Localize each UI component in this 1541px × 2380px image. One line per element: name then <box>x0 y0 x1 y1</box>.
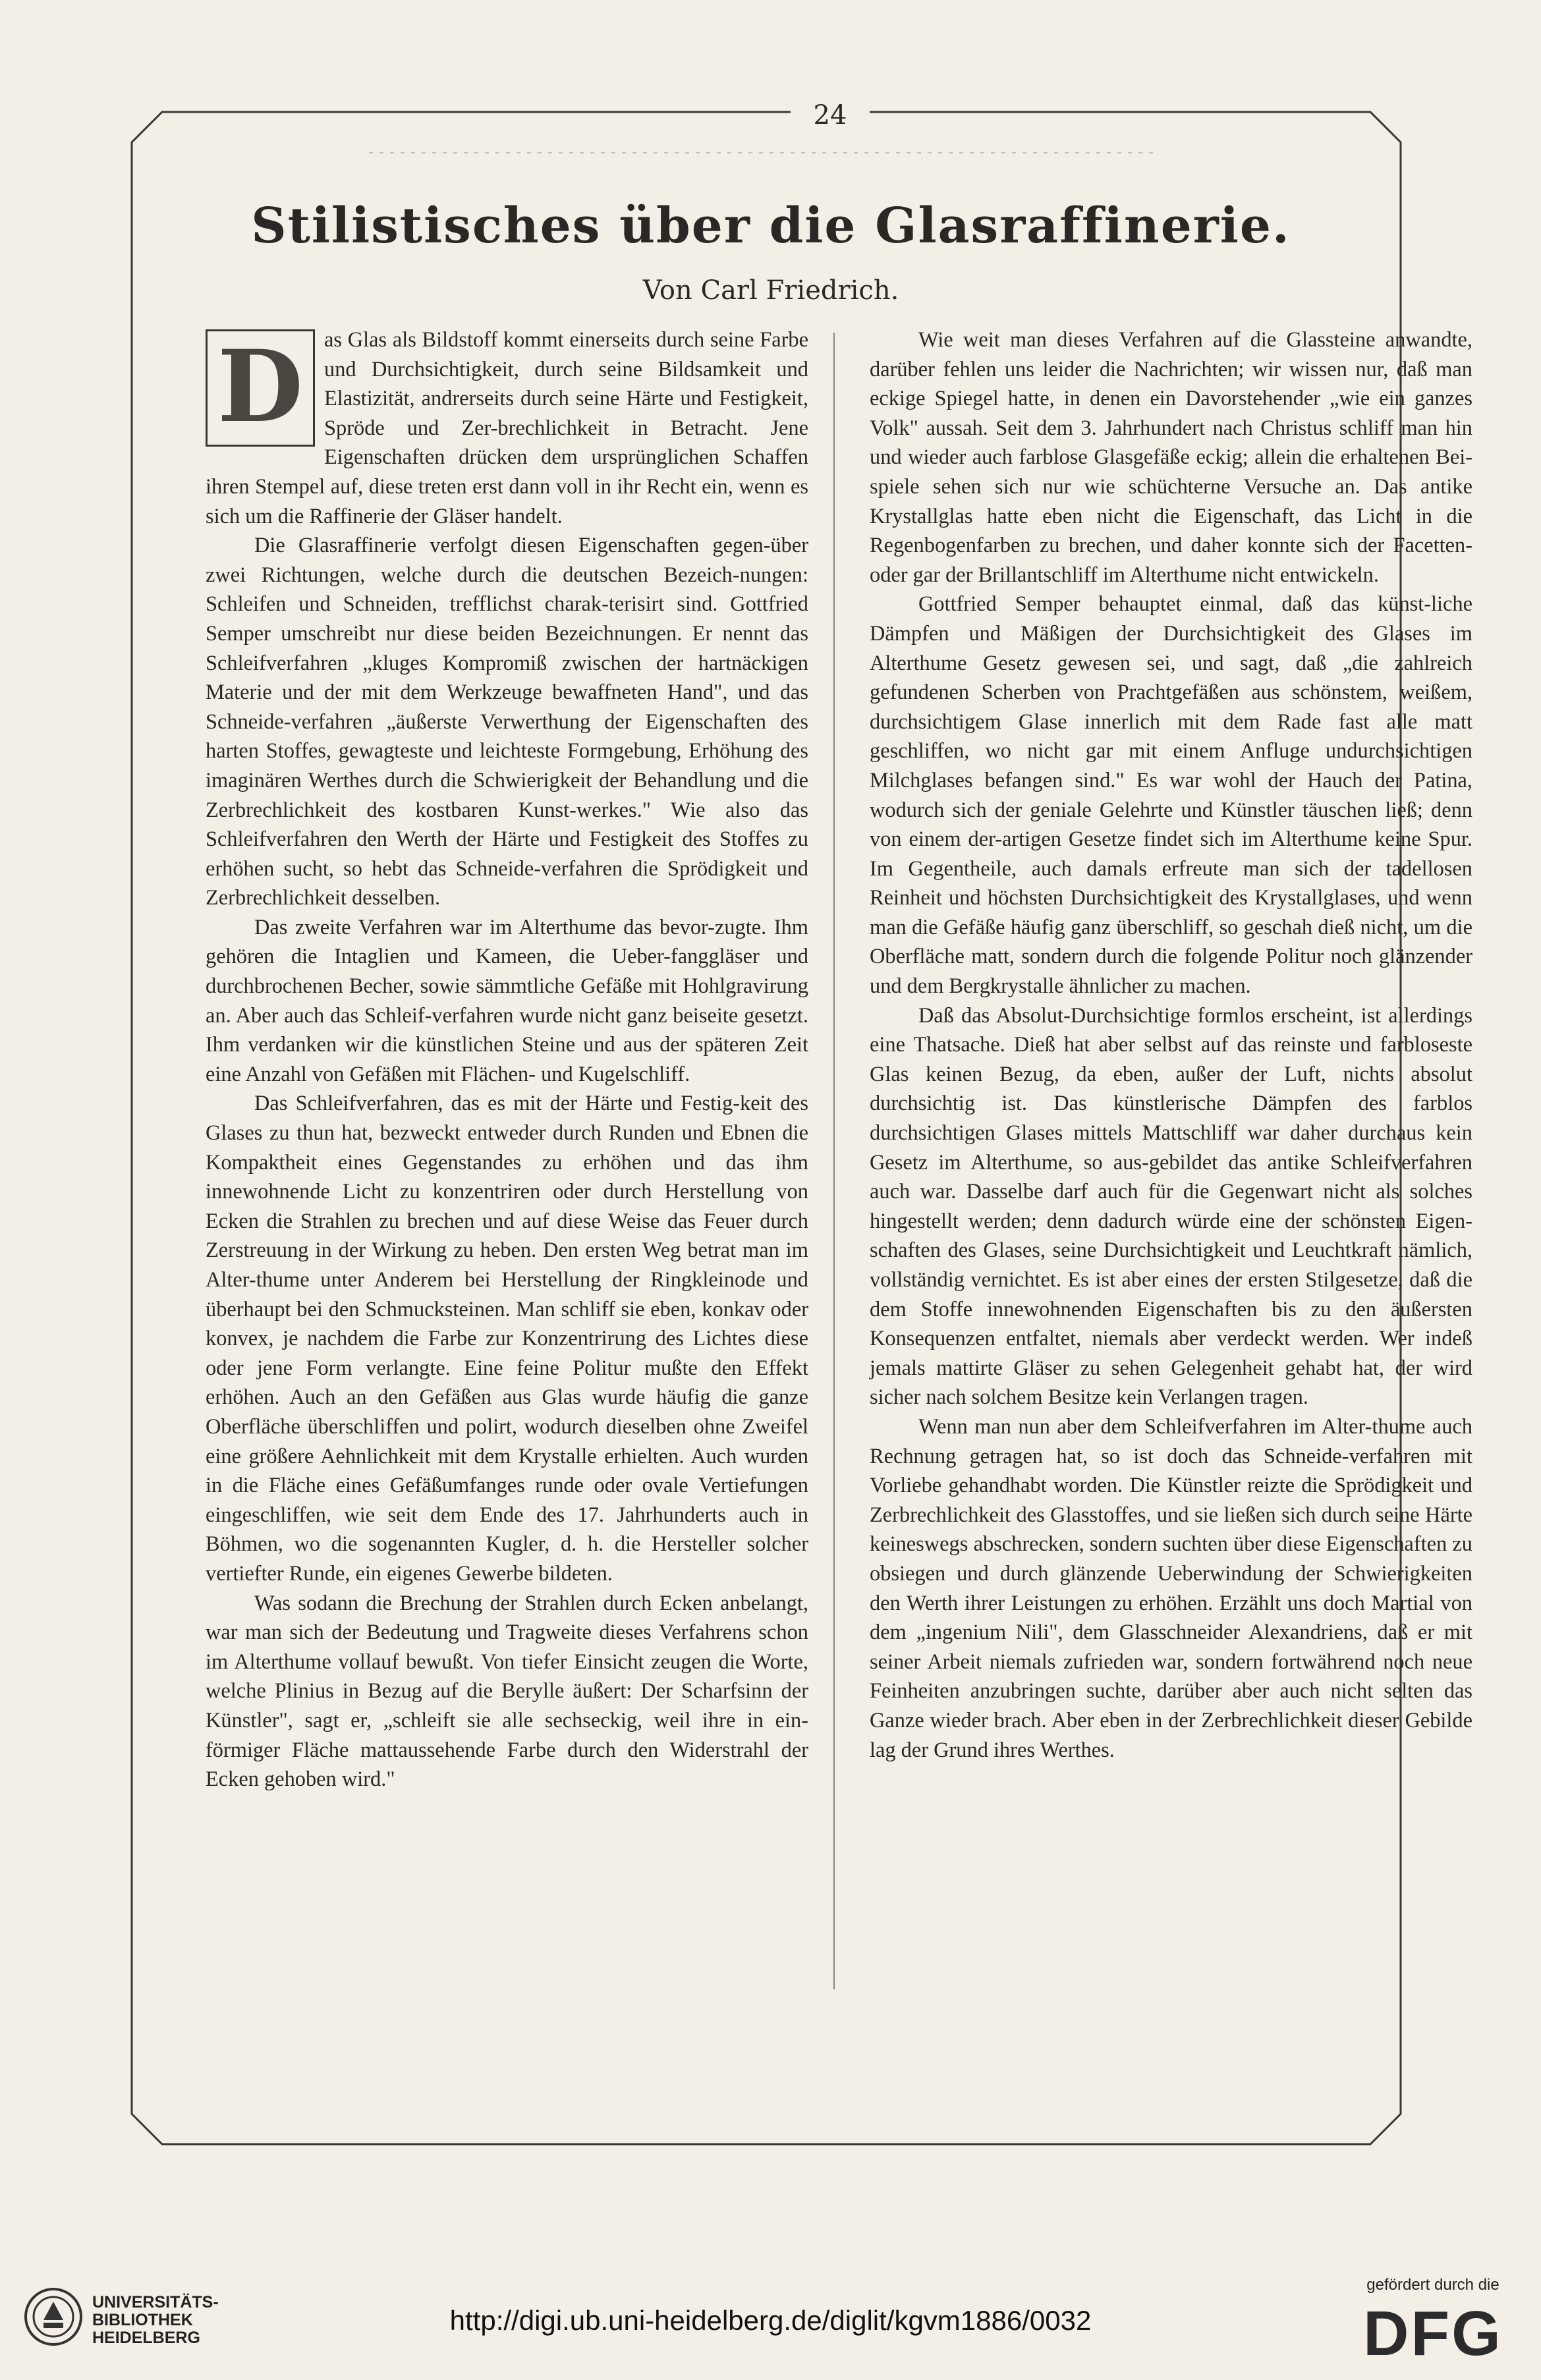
page-number: 24 <box>791 100 870 130</box>
left-column <box>206 325 808 1794</box>
dropcap-ornament: D <box>206 329 315 447</box>
paragraph: Gottfried Semper behauptet einmal, daß das künst-liche Dämpfen und Mäßigen der Durchsichtigkeit des Glases im Alterthume Gesetz gewesen sei, und sagt, daß „die zahlreich gefundenen Scherben von Prachtgefäßen aus schönstem, weißem, durchsichtigem Glase innerlich mit dem Rade fast alle matt geschliffen, wo nicht gar mit einem Anfluge undurchsichtigen Milchglases befangen sind." Es war wohl der Hauch der Patina, wodurch sich der geniale Gelehrte und Künstler täuschen ließ; denn von einem der-artigen Gesetze findet sich im Alterthume keine Spur. Im Gegentheile, auch damals erfreute man sich der tadellosen Reinheit und höchsten Durchsichtigkeit des Krystallglases, und wenn man die Gefäße häufig ganz überschliff, so geschah dieß nicht, um die Oberfläche matt, sondern durch die folgende Politur noch glänzender und dem Bergkrystalle ähnlicher zu machen. <box>870 592 1472 999</box>
library-name-line: HEIDELBERG <box>92 2329 200 2347</box>
right-column <box>870 325 1472 1765</box>
paragraph: Wenn man nun aber dem Schleifverfahren im Alter-thume auch Rechnung getragen hat, so ist doch das Schneide-verfahren mit Vorliebe gehandhabt worden. Die Künstler reizte die Sprödigkeit und Zerbrechlichkeit des Glasstoffes, und sie ließen sich durch seine Härte keineswegs abschrecken, sondern suchten über diese Eigenschaften zu obsiegen und durch glänzende Ueberwindung der Schwierigkeiten den Werth ihrer Leistungen zu erhöhen. Erzählt uns doch Martial von dem „ingenium Nili", dem Glasschneider Alexandriens, daß er mit seiner Arbeit niemals zufrieden war, sondern fortwährend noch neue Feinheiten anzubringen suchte, darüber aber auch nicht selten das Ganze wieder brach. Aber eben in der Zerbrechlichkeit dieser Gebilde lag der Grund ihres Werthes. <box>870 1414 1472 1762</box>
source-url-link[interactable]: http://digi.ub.uni-heidelberg.de/diglit/kgvm1886/0032 <box>449 2305 1092 2336</box>
paragraph: Die Glasraffinerie verfolgt diesen Eigenschaften gegen-über zwei Richtungen, welche durch die deutschen Bezeich-nungen: Schleifen und Schneiden, trefflichst charak-terisirt sind. Gottfried Semper umschreibt nur diese beiden Bezeichnungen. Er nennt das Schleifverfahren „kluges Kompromiß zwischen der hartnäckigen Materie und der mit dem Werkzeuge bewaffneten Hand", und das Schneide-verfahren „äußerste Verwerthung der Eigenschaften des harten Stoffes, gewagteste und leichteste Formgebung, Erhöhung des imaginären Werthes durch die Schwierigkeit der Behandlung und die Zerbrechlichkeit des kostbaren Kunst-werkes." Wie also das Schleifverfahren den Werth der Härte und Festigkeit des Stoffes zu erhöhen sucht, so hebt das Schneide-verfahren die Sprödigkeit und Zerbrechlichkeit desselben. <box>206 534 808 910</box>
paragraph: Daß das Absolut-Durchsichtige formlos erscheint, ist allerdings eine Thatsache. Dieß hat aber selbst auf das reinste und farbloseste Glas keinen Bezug, da eben, außer der Luft, nichts absolut durchsichtig ist. Das künstlerische Dämpfen des farblos durchsichtigen Glases mittels Mattschliff war daher durchaus kein Gesetz im Alterthume, so aus-gebildet das antike Schleifverfahren auch war. Dasselbe darf auch für die Gegenwart nicht als solches hingestellt werden; denn dadurch würde eine der schönsten Eigen-schaften des Glases, seine Durchsichtigkeit und Leuchtkraft nämlich, vollständig vernichtet. Es ist aber eines der ersten Stilgesetze, daß die dem Stoffe innewohnenden Eigenschaften bis zu den äußersten Konsequenzen entfaltet, niemals aber verdeckt werden. Wer indeß jemals mattirte Gläser zu sehen Gelegenheit gehabt hat, der wird sicher nach solchem Besitze kein Verlangen tragen. <box>870 1003 1472 1410</box>
paragraph: as Glas als Bildstoff kommt einerseits durch seine Farbe und Durchsichtigkeit, durch seine Bildsamkeit und Elastizität, andrerseits durch seine Härte und Festigkeit, Spröde und Zer-brechlichkeit in Betracht. Jene Eigenschaften drücken dem ursprünglichen Schaffen ihren Stempel auf, diese treten erst dann voll in ihr Recht ein, wenn es sich um die Raffinerie der Gläser handelt. <box>206 328 808 528</box>
dfg-logo: DFG <box>1363 2298 1503 2369</box>
paragraph: Wie weit man dieses Verfahren auf die Glassteine anwandte, darüber fehlen uns leider die Nachrichten; wir wissen nur, daß man eckige Spiegel hatte, in denen ein Davorstehender „wie ein ganzes Volk" aussah. Seit dem 3. Jahrhundert nach Christus schliff man hin und wieder auch farblose Glasgefäße eckig; allein die erhaltenen Bei-spiele sehen sich nur wie schüchterne Versuche an. Das antike Krystallglas hatte eben nicht die Eigenschaft, das Licht in die Regenbogenfarben zu brechen, und daher konnte sich der Facetten- oder gar der Brillantschliff im Alterthume nicht entwickeln. <box>870 328 1472 587</box>
funded-by-label: gefördert durch die <box>1366 2276 1499 2294</box>
paragraph: Das zweite Verfahren war im Alterthume das bevor-zugte. Ihm gehören die Intaglien und Kameen, die Ueber-fanggläser und durchbrochenen Becher, sowie sämmtliche Gefäße mit Hohlgravirung an. Aber auch das Schleif-verfahren wurde nicht ganz beiseite gesetzt. Ihm verdanken wir die künstlichen Steine und aus der späteren Zeit eine Anzahl von Gefäßen mit Flächen- und Kugelschliff. <box>206 915 808 1086</box>
article-title: Stilistisches über die Glasraffinerie. <box>251 198 1291 254</box>
paragraph: Was sodann die Brechung der Strahlen durch Ecken anbelangt, war man sich der Bedeutung und Tragweite dieses Verfahrens schon im Alterthume vollauf bewußt. Von tiefer Einsicht zeugen die Worte, welche Plinius in Bezug auf die Berylle äußert: Der Scharfsinn der Künstler", sagt er, „schleift sie alle sechseckig, weil ihre in ein-förmiger Fläche mattaussehende Farbe durch den Widerstrahl der Ecken gehoben wird." <box>206 1591 808 1792</box>
article-byline: Von Carl Friedrich. <box>642 275 899 306</box>
paragraph: Das Schleifverfahren, das es mit der Härte und Festig-keit des Glases zu thun hat, bezweckt entweder durch Runden und Ebnen die Kompaktheit eines Gegenstandes zu erhöhen und das ihm innewohnende Licht zu konzentriren oder durch Herstellung von Ecken die Strahlen zu brechen und auf diese Weise das Feuer durch Zerstreuung in der Wirkung zu heben. Den ersten Weg betrat man im Alter-thume unter Anderem bei Herstellung der Ringkleinode und überhaupt bei den Schmucksteinen. Man schliff sie eben, konkav oder konvex, je nachdem die Farbe zur Konzentrirung des Lichtes diese oder jene Form verlangte. Eine feine Politur mußte den Effekt erhöhen. Auch an den Gefäßen aus Glas wurde häufig die ganze Oberfläche überschliffen und polirt, wodurch dieselben ohne Zweifel eine größere Aehnlichkeit mit dem Krystalle erhielten. Auch wurden in die Fläche eines Gefäßumfanges runde oder ovale Vertiefungen eingeschliffen, wie seit dem Ende des 17. Jahrhunderts auch in Böhmen, wo die sogenannten Kugler, d. h. die Hersteller solcher vertiefter Runde, ein eigenes Gewerbe bildeten. <box>206 1092 808 1586</box>
column-divider <box>833 333 835 1989</box>
library-name-line: BIBLIOTHEK <box>92 2311 193 2329</box>
library-name-line: UNIVERSITÄTS- <box>92 2293 219 2311</box>
